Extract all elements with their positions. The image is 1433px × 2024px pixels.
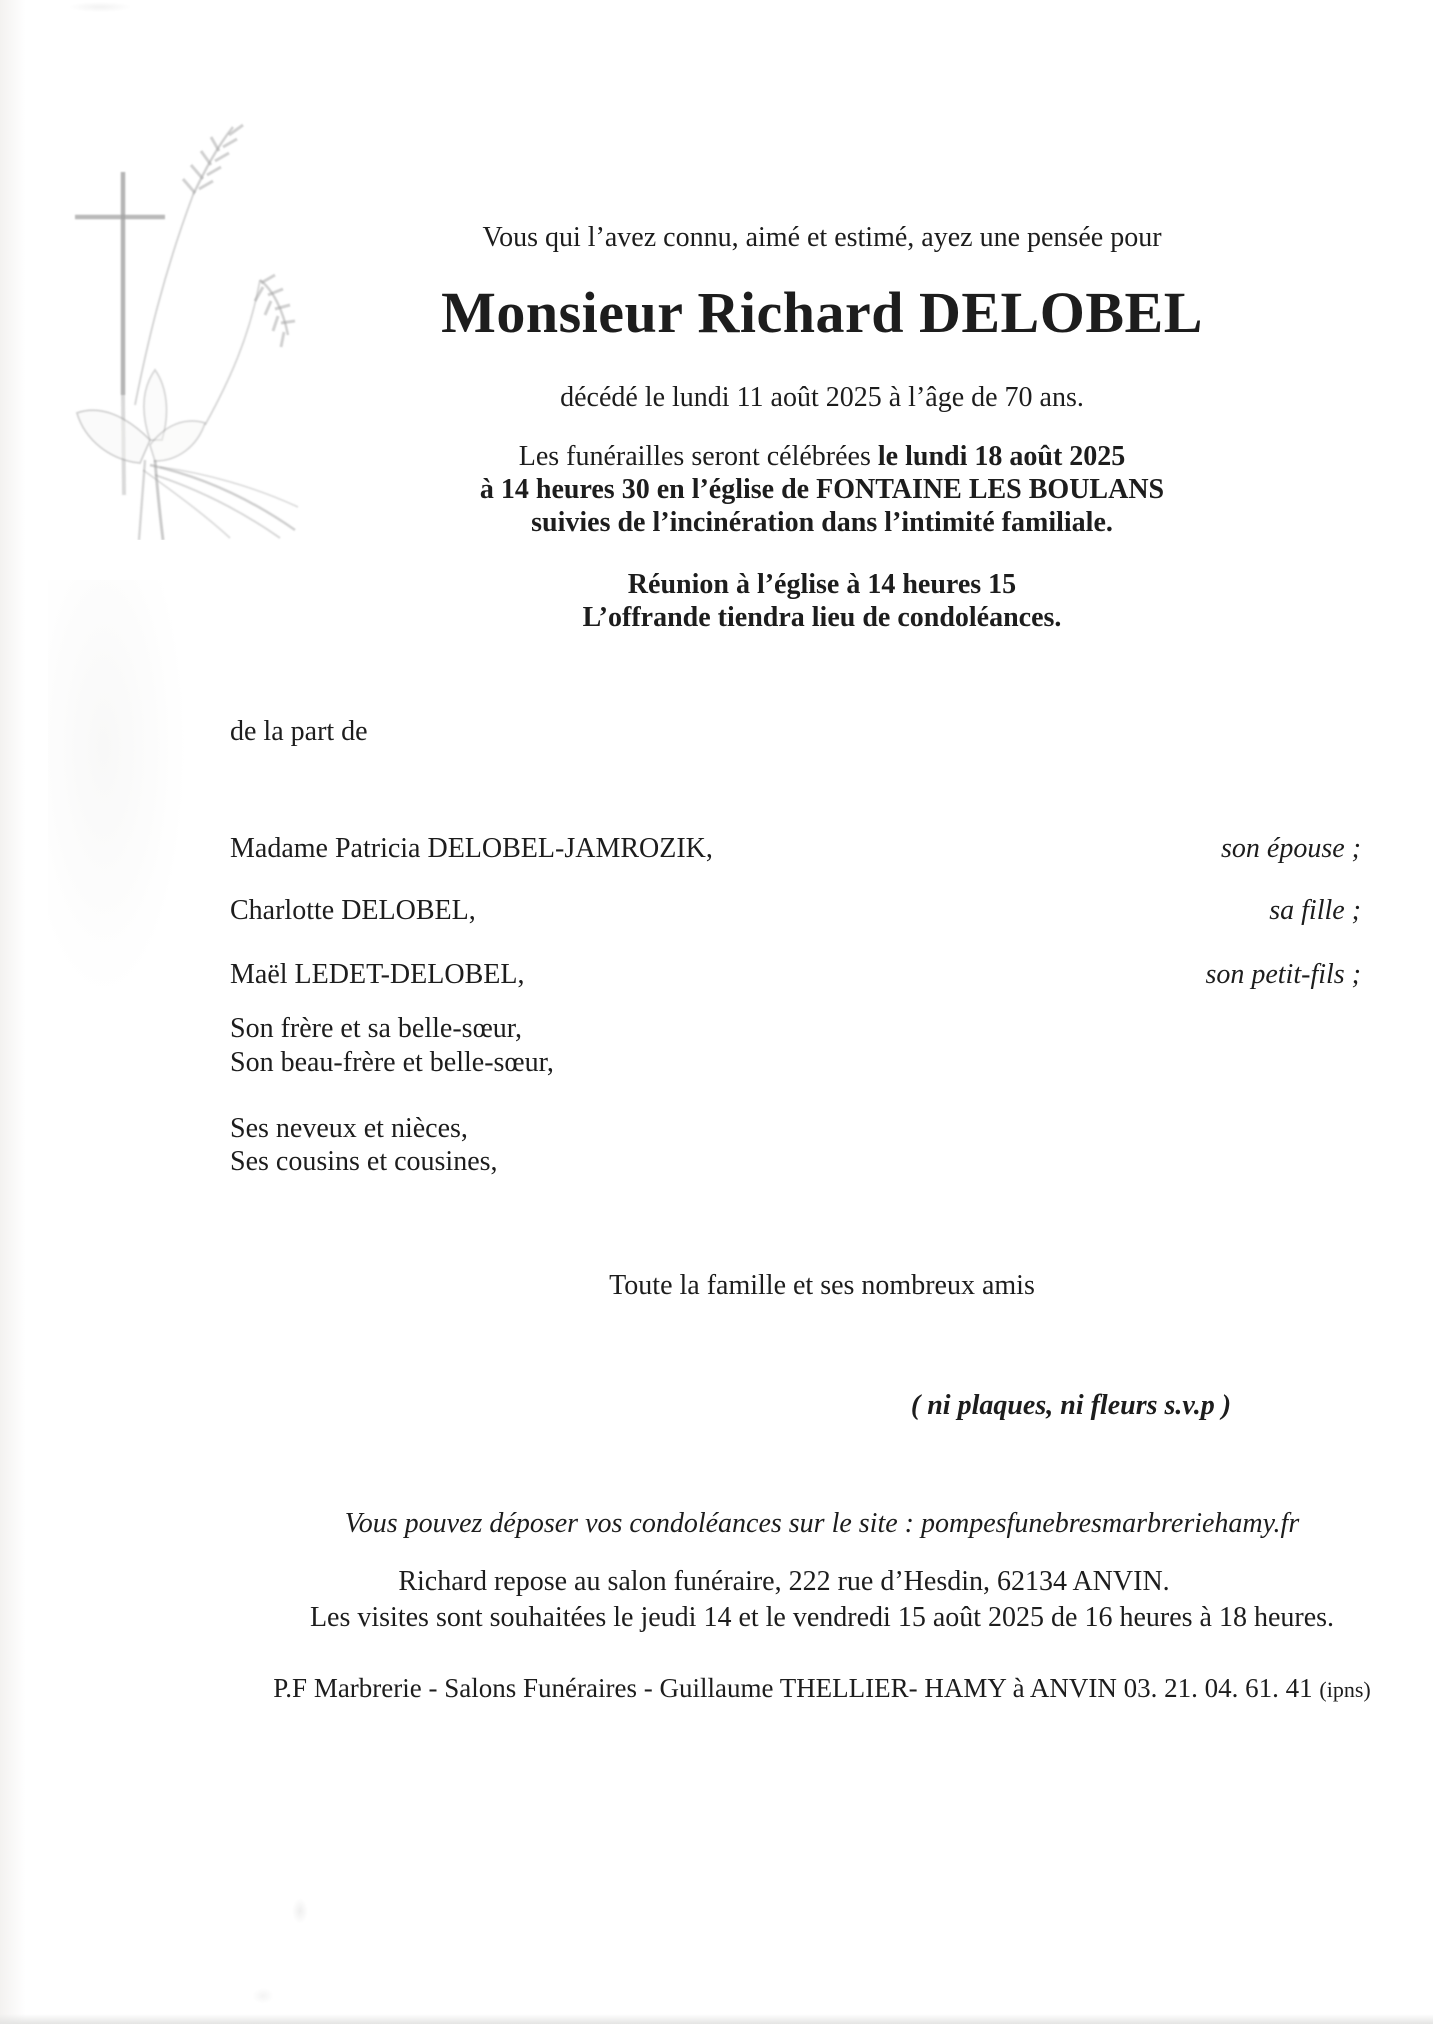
death-date-line: décédé le lundi 11 août 2025 à l’âge de 70 ans. — [560, 382, 1084, 413]
relative-row — [230, 959, 1361, 991]
relative-relation: sa fille ; — [1269, 895, 1361, 926]
funeral-line-2: à 14 heures 30 en l’église de FONTAINE LES BOULANS — [479, 474, 1165, 505]
scan-bottom-edge-shading — [0, 2014, 1433, 2024]
meeting-line-2: L’offrande tiendra lieu de condoléances. — [582, 602, 1062, 633]
funeral-details — [222, 440, 1422, 539]
funeral-line-1-bold: le lundi 18 août 2025 — [877, 441, 1126, 472]
no-flowers-note: ( ni plaques, ni fleurs s.v.p ) — [910, 1390, 1232, 1421]
scan-smudge — [70, 2, 130, 12]
relative-name: Maël LEDET-DELOBEL, — [230, 959, 525, 990]
relative-name: Madame Patricia DELOBEL-JAMROZIK, — [230, 833, 713, 864]
relative-relation: son épouse ; — [1221, 833, 1361, 864]
repose-location-line: Richard repose au salon funéraire, 222 rue d’Hesdin, 62134 ANVIN. — [398, 1566, 1170, 1597]
deceased-name-title: Monsieur Richard DELOBEL — [441, 280, 1203, 345]
siblings-line: Son frère et sa belle-sœur, — [230, 1013, 522, 1044]
funeral-line-1-regular: Les funérailles seront célébrées — [518, 441, 878, 472]
siblings-lines — [230, 1012, 554, 1080]
scan-shading — [48, 580, 188, 1000]
cousins-line: Ses cousins et cousines, — [230, 1146, 498, 1177]
siblings-line: Son beau-frère et belle-sœur, — [230, 1047, 554, 1078]
funeral-home-info: P.F Marbrerie - Salons Funéraires - Guillaume THELLIER- HAMY à ANVIN 03. 21. 04. 61. 41 — [273, 1673, 1320, 1703]
relative-row — [230, 833, 1361, 865]
visits-schedule-line: Les visites sont souhaitées le jeudi 14 et le vendredi 15 août 2025 de 16 heures à 18 heures. — [309, 1602, 1335, 1633]
from-label: de la part de — [230, 716, 368, 747]
relative-relation: son petit-fils ; — [1205, 959, 1361, 990]
relative-name: Charlotte DELOBEL, — [230, 895, 476, 926]
nephews-line: Ses neveux et nièces, — [230, 1113, 468, 1144]
meeting-line-1: Réunion à l’église à 14 heures 15 — [627, 569, 1017, 600]
funeral-home-footer — [222, 1672, 1422, 1706]
scan-left-edge-shading — [0, 0, 30, 2024]
footer-ipns: (ipns) — [1319, 1677, 1371, 1702]
scan-smudge — [252, 1988, 274, 2004]
funeral-line-1 — [222, 440, 1422, 473]
meeting-details — [222, 568, 1422, 634]
nephews-cousins-lines — [230, 1112, 498, 1178]
intro-line: Vous qui l’avez connu, aimé et estimé, ayez une pensée pour — [482, 222, 1162, 253]
scan-smudge — [292, 1898, 308, 1924]
condolences-website-line: Vous pouvez déposer vos condoléances sur le site : pompesfunebresmarbreriehamy.fr — [344, 1508, 1300, 1539]
funeral-line-3: suivies de l’incinération dans l’intimité familiale. — [531, 507, 1113, 538]
relative-row — [230, 895, 1361, 927]
family-friends-line: Toute la famille et ses nombreux amis — [609, 1270, 1035, 1301]
